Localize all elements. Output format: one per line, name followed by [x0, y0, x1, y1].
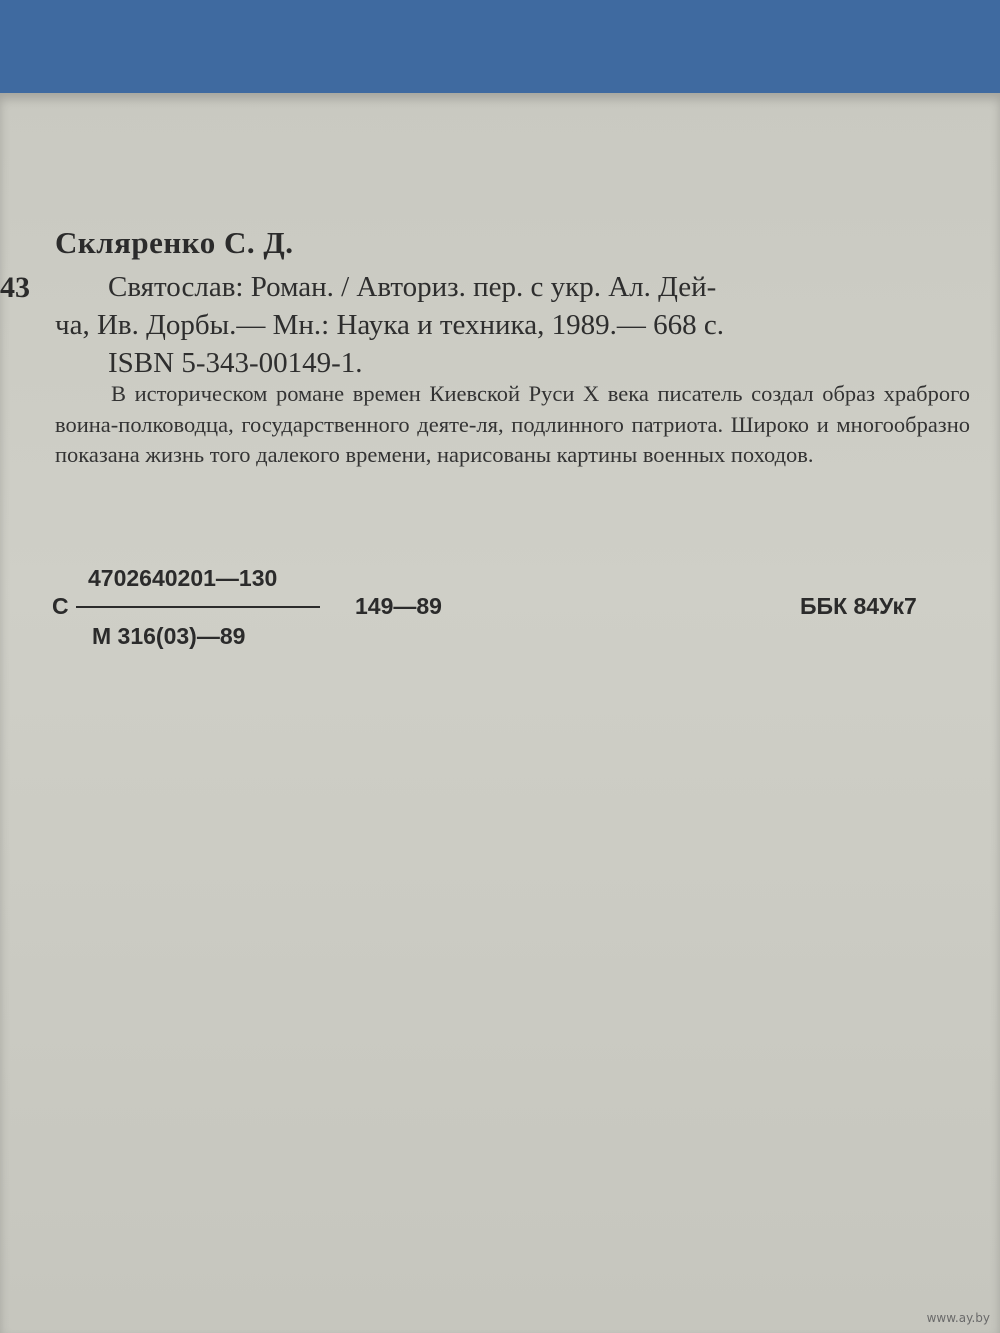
code-denominator: М 316(03)—89: [92, 623, 246, 649]
code-numerator: 4702640201—130: [88, 565, 278, 591]
code-prefix: С: [52, 593, 69, 619]
classification-number: 43: [0, 271, 30, 304]
isbn: ISBN 5-343-00149-1.: [108, 347, 363, 379]
book-page: [0, 93, 1000, 1333]
bibliographic-line-2: ча, Ив. Дорбы.— Мн.: Наука и техника, 1989.— 668 с.: [55, 309, 724, 341]
author-name: Скляренко С. Д.: [55, 225, 294, 260]
order-number: 149—89: [355, 593, 442, 619]
site-watermark: www.ay.by: [926, 1311, 990, 1325]
bibliographic-line-1: Святослав: Роман. / Авториз. пер. с укр. Ал. Дей-: [108, 271, 717, 303]
fraction-rule: [76, 606, 320, 608]
bbk-code: ББК 84Ук7: [800, 593, 917, 619]
annotation-paragraph: В историческом романе времен Киевской Руси X века писатель создал образ храброго воина-полководца, государственного деяте-ля, подлинного патриота. Широко и многообразно показана жизнь того далекого времени, нарисованы картины военных походов.: [55, 381, 970, 467]
